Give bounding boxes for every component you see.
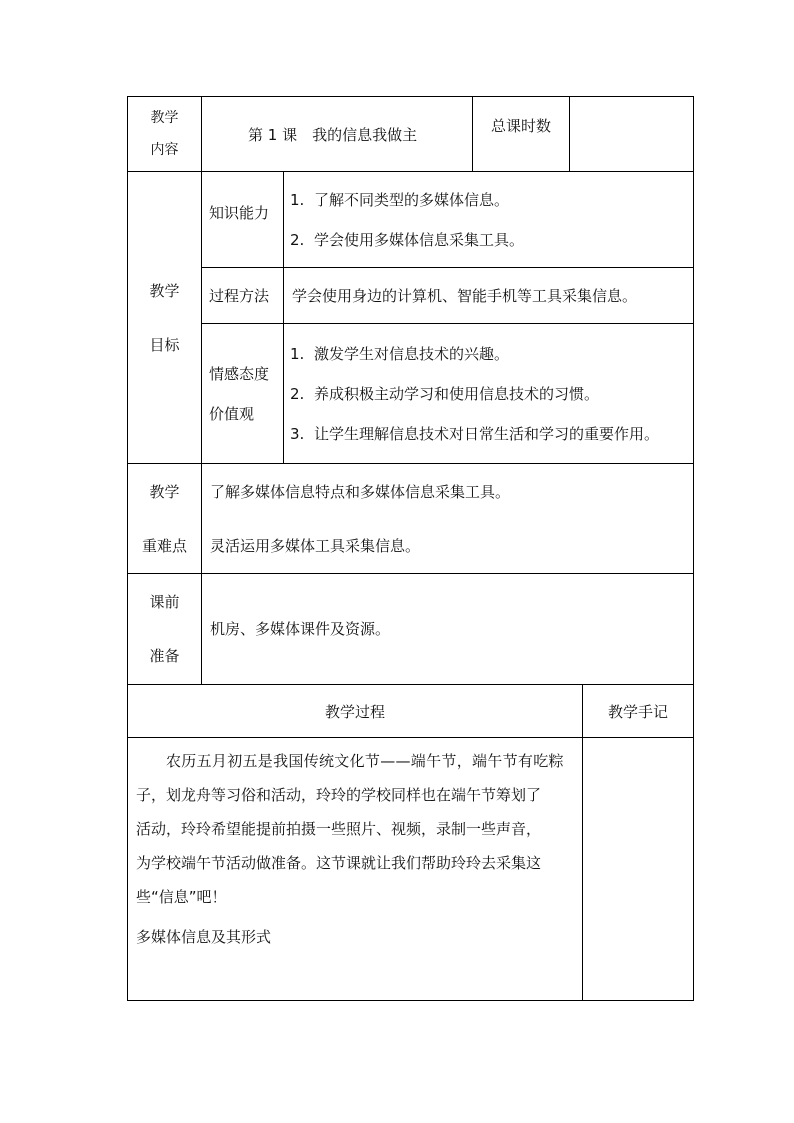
content-label-line-1: 教学 xyxy=(150,110,179,126)
process-header: 教学过程 xyxy=(128,685,583,738)
story-line: 子，划龙舟等习俗和活动，玲玲的学校同样也在端午节筹划了 xyxy=(136,786,542,804)
list-item: 1. 了解不同类型的多媒体信息。 xyxy=(290,190,510,209)
story-line: 活动，玲玲希望能提前拍摄一些照片、视频，录制一些声音， xyxy=(136,820,542,838)
objective-knowledge-row xyxy=(128,172,694,268)
preparation-label-line-2: 准备 xyxy=(149,647,180,665)
process-header-row xyxy=(128,685,694,738)
process-method-label: 过程方法 xyxy=(202,268,284,324)
knowledge-list xyxy=(284,174,693,266)
preparation-label xyxy=(128,574,202,685)
key-points-label xyxy=(128,464,202,574)
emotion-label-line-1: 情感态度 xyxy=(209,364,270,383)
key-points-label-line-1: 教学 xyxy=(149,482,180,501)
objective-emotion-row xyxy=(128,324,694,464)
objective-process-row xyxy=(128,268,694,324)
story-line: 为学校端午节活动做准备。这节课就让我们帮助玲玲去采集这 xyxy=(136,854,542,872)
objectives-label xyxy=(128,172,202,464)
notes-body xyxy=(583,738,694,1001)
key-points-row xyxy=(128,464,694,574)
key-point-line: 了解多媒体信息特点和多媒体信息采集工具。 xyxy=(210,482,511,501)
emotion-label-line-2: 价值观 xyxy=(209,404,255,423)
story-line: 些“信息”吧！ xyxy=(136,888,227,906)
preparation-label-line-1: 课前 xyxy=(149,593,180,611)
key-points-cell xyxy=(202,464,694,574)
content-label xyxy=(128,97,202,172)
objectives-label-line-1: 教学 xyxy=(149,281,180,300)
total-hours-value xyxy=(570,97,694,172)
emotion-list xyxy=(284,328,693,460)
lesson-title: 第 1 课 我的信息我做主 xyxy=(202,97,473,172)
process-body xyxy=(128,738,583,1001)
content-label-line-2: 内容 xyxy=(150,142,179,158)
process-method-text: 学会使用身边的计算机、智能手机等工具采集信息。 xyxy=(284,268,694,324)
emotion-cell xyxy=(284,324,694,464)
total-hours-label: 总课时数 xyxy=(473,97,570,172)
list-item: 3. 让学生理解信息技术对日常生活和学习的重要作用。 xyxy=(290,424,660,443)
objectives-label-line-2: 目标 xyxy=(149,335,180,354)
story-line: 农历五月初五是我国传统文化节——端午节，端午节有吃粽 xyxy=(166,752,564,770)
key-point-line: 灵活运用多媒体工具采集信息。 xyxy=(210,536,421,555)
section-subheading: 多媒体信息及其形式 xyxy=(136,928,272,946)
knowledge-label: 知识能力 xyxy=(202,172,284,268)
lesson-plan-table xyxy=(127,96,694,1001)
emotion-label xyxy=(202,324,284,464)
lesson-plan-sheet xyxy=(127,96,693,1001)
knowledge-cell xyxy=(284,172,694,268)
preparation-text: 机房、多媒体课件及资源。 xyxy=(202,574,694,685)
content-row xyxy=(128,97,694,172)
preparation-row xyxy=(128,574,694,685)
list-item: 2. 养成积极主动学习和使用信息技术的习惯。 xyxy=(290,384,600,403)
notes-header: 教学手记 xyxy=(583,685,694,738)
list-item: 2. 学会使用多媒体信息采集工具。 xyxy=(290,230,525,249)
list-item: 1. 激发学生对信息技术的兴趣。 xyxy=(290,344,510,363)
process-body-row xyxy=(128,738,694,1001)
key-points-label-line-2: 重难点 xyxy=(141,536,187,555)
